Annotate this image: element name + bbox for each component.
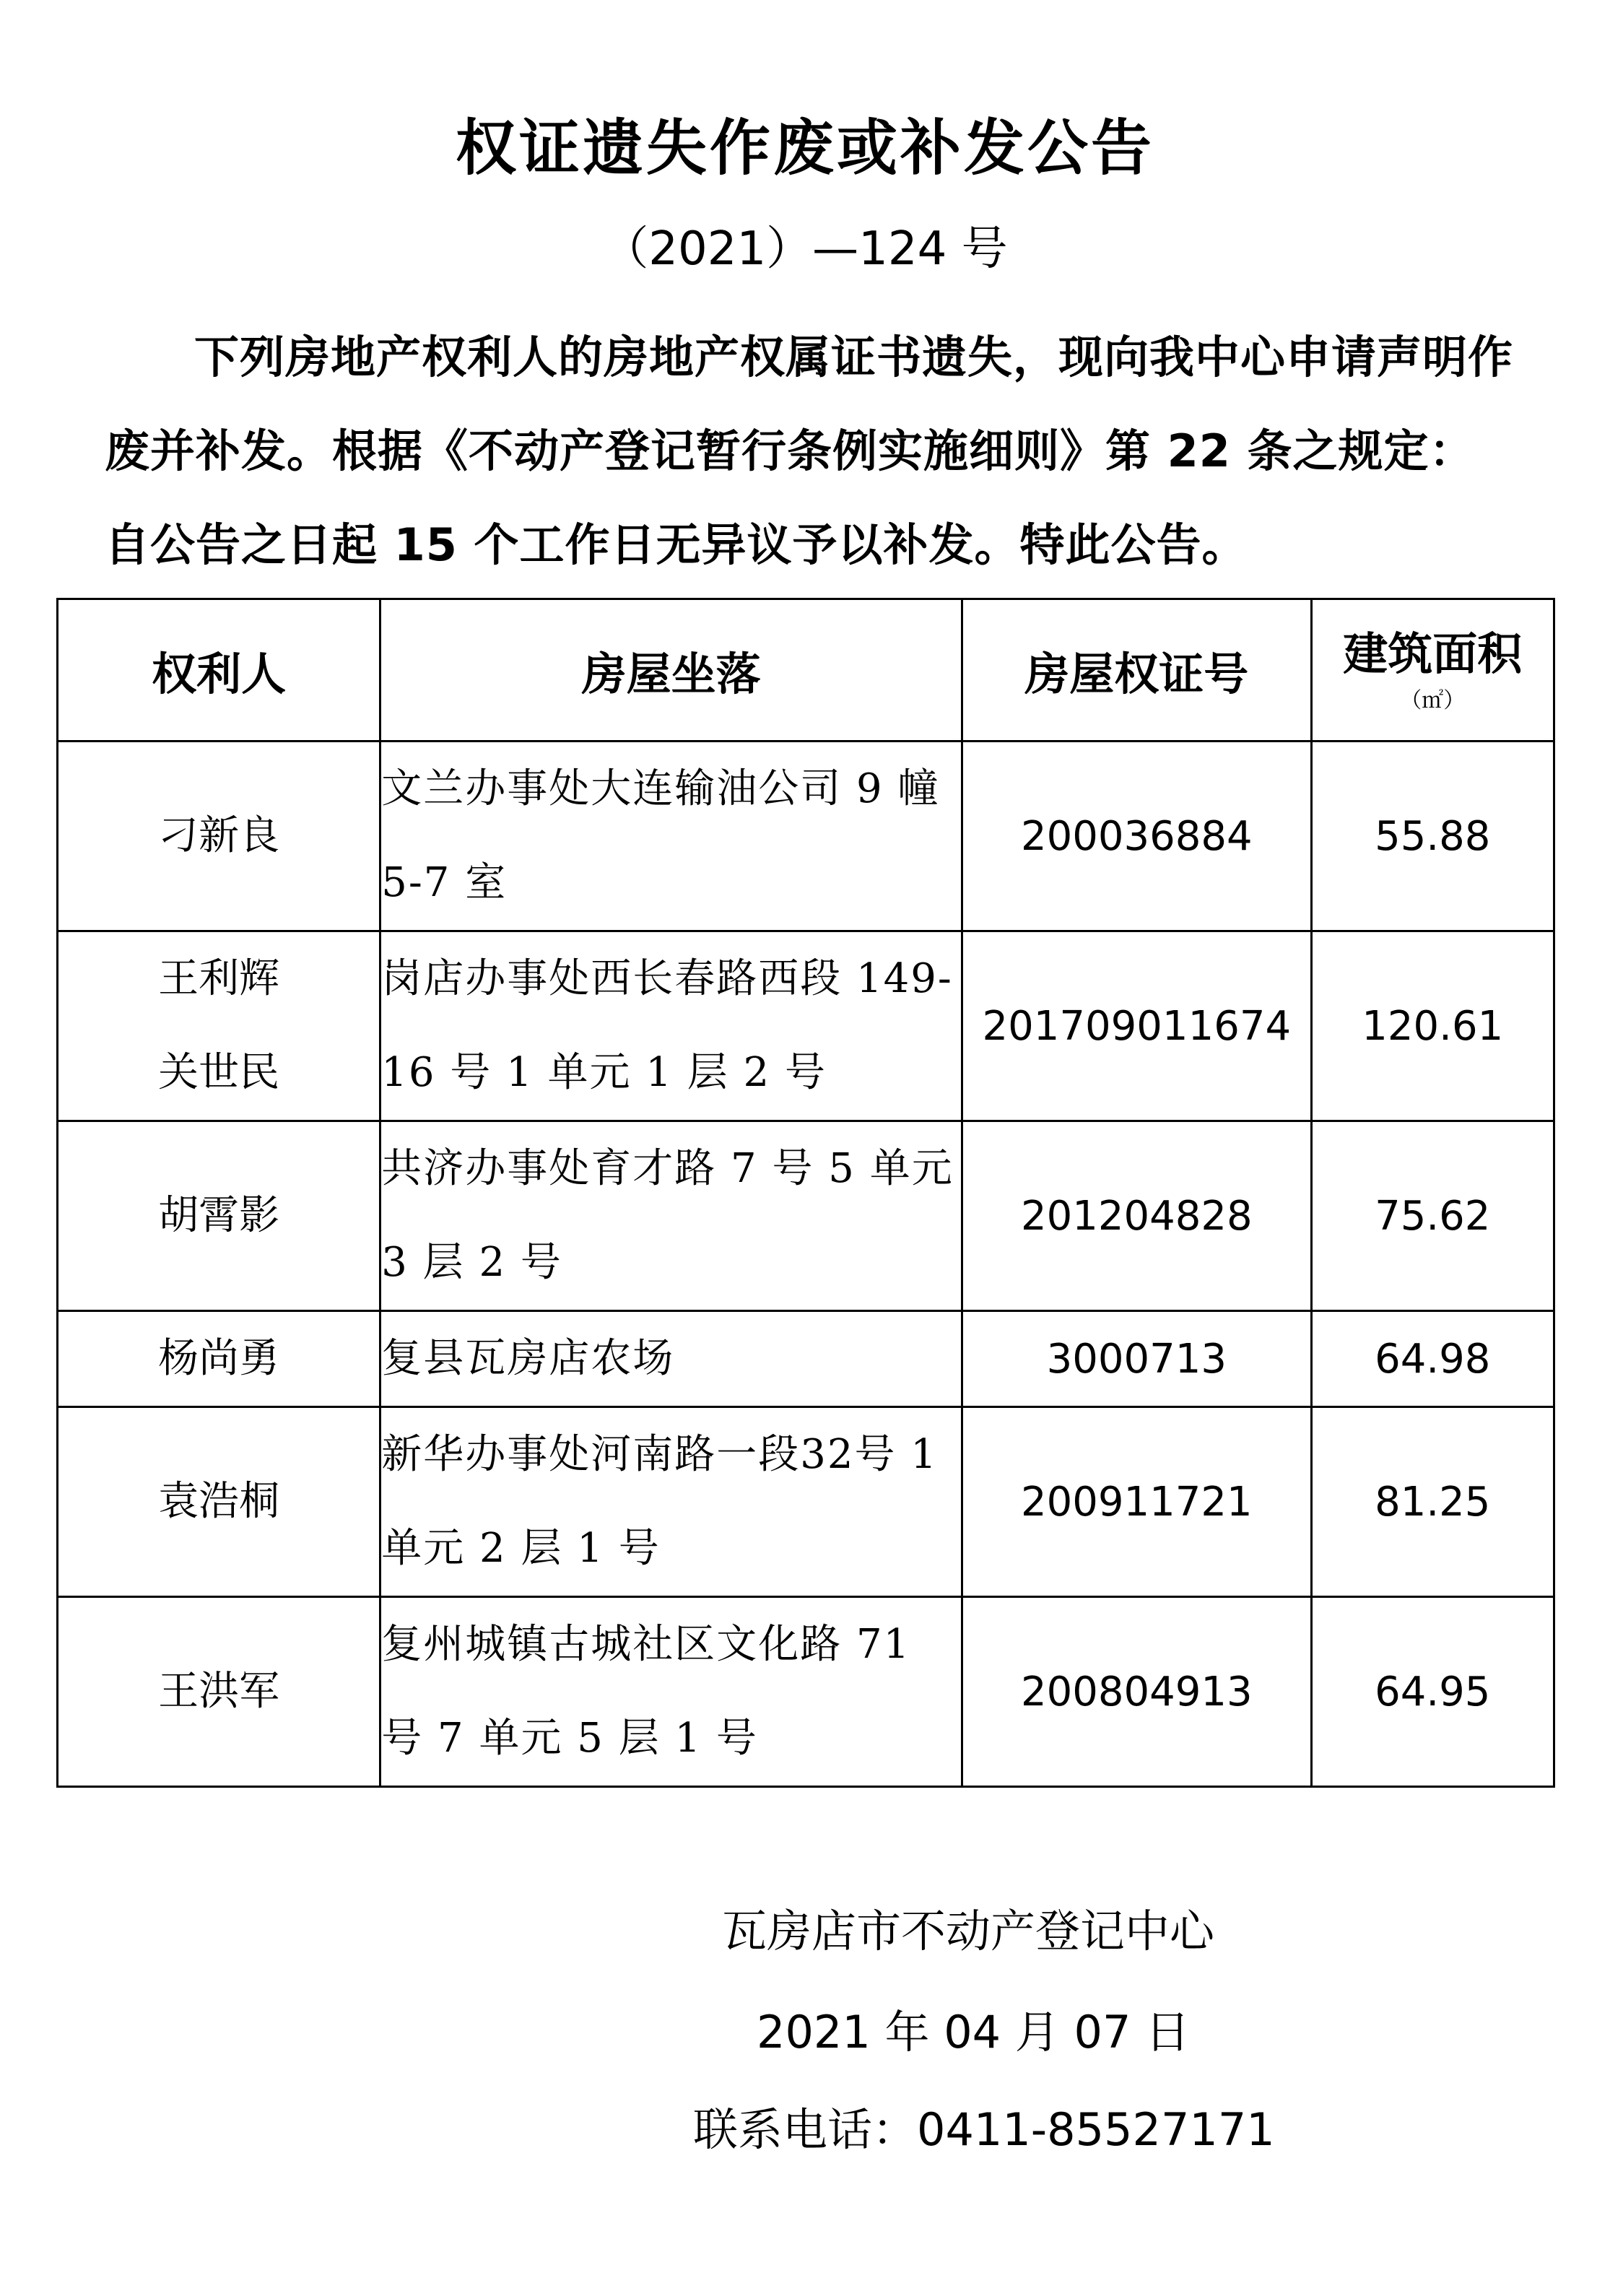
document-number: （2021）—124 号 (602, 222, 1008, 276)
lost-certificate-table (56, 598, 1555, 1788)
holder-cell (58, 1311, 380, 1407)
notice-intro-paragraph: 下列房地产权利人的房地产权属证书遗失，现向我中心申请声明作废并补发。根据《不动产登记暂行条例实施细则》第 22 条之规定：自公告之日起 15 个工作日无异议予以补发。特此公告。 (105, 331, 1514, 571)
holder-name: 袁浩桐 (158, 1478, 280, 1525)
holder-cell (58, 1597, 380, 1787)
location-cell: 文兰办事处大连输油公司 9 幢 5-7 室 (380, 742, 962, 931)
holder-name: 关世民 (158, 1049, 280, 1096)
table-row (58, 1597, 1554, 1787)
holder-name: 刁新良 (158, 812, 280, 859)
area-cell: 81.25 (1311, 1407, 1554, 1597)
holder-cell (58, 931, 380, 1121)
issue-date: 2021 年 04 月 07 日 (757, 2006, 1191, 2058)
area-cell: 120.61 (1311, 931, 1554, 1121)
table-row (58, 1121, 1554, 1311)
table-row (58, 1311, 1554, 1407)
location-cell: 复县瓦房店农场 (380, 1311, 962, 1407)
holder-column-header: 权利人 (58, 599, 380, 742)
contact-phone: 联系电话：0411-85527171 (693, 2103, 1275, 2156)
area-header-unit: （㎡） (1400, 688, 1466, 713)
cert-number-column-header: 房屋权证号 (962, 599, 1311, 742)
location-column-header: 房屋坐落 (380, 599, 962, 742)
area-cell: 55.88 (1311, 742, 1554, 931)
holder-name: 王洪军 (158, 1668, 280, 1715)
cert-number-cell: 201709011674 (962, 931, 1311, 1121)
holder-name: 王利辉 (158, 955, 280, 1002)
table-row (58, 742, 1554, 931)
holder-cell (58, 1407, 380, 1597)
cert-number-cell: 200804913 (962, 1597, 1311, 1787)
cert-number-cell: 200036884 (962, 742, 1311, 931)
holder-cell (58, 1121, 380, 1311)
location-cell: 复州城镇古城社区文化路 71 号 7 单元 5 层 1 号 (380, 1597, 962, 1787)
location-cell: 岗店办事处西长春路西段 149-16 号 1 单元 1 层 2 号 (380, 931, 962, 1121)
holder-name: 杨尚勇 (158, 1335, 280, 1382)
cert-number-cell: 3000713 (962, 1311, 1311, 1407)
area-cell: 64.98 (1311, 1311, 1554, 1407)
holder-name: 胡霄影 (158, 1192, 280, 1239)
table-header-row (58, 599, 1554, 742)
area-header-label: 建筑面积 (1343, 627, 1523, 680)
location-cell: 共济办事处育才路 7 号 5 单元 3 层 2 号 (380, 1121, 962, 1311)
cert-number-cell: 200911721 (962, 1407, 1311, 1597)
notice-title: 权证遗失作废或补发公告 (455, 113, 1154, 183)
area-column-header (1311, 599, 1554, 742)
table-row (58, 1407, 1554, 1597)
holder-cell (58, 742, 380, 931)
issuing-organization: 瓦房店市不动产登记中心 (722, 1905, 1215, 1957)
cert-number-cell: 201204828 (962, 1121, 1311, 1311)
area-cell: 75.62 (1311, 1121, 1554, 1311)
area-cell: 64.95 (1311, 1597, 1554, 1787)
location-cell: 新华办事处河南路一段32号 1 单元 2 层 1 号 (380, 1407, 962, 1597)
table-row (58, 931, 1554, 1121)
